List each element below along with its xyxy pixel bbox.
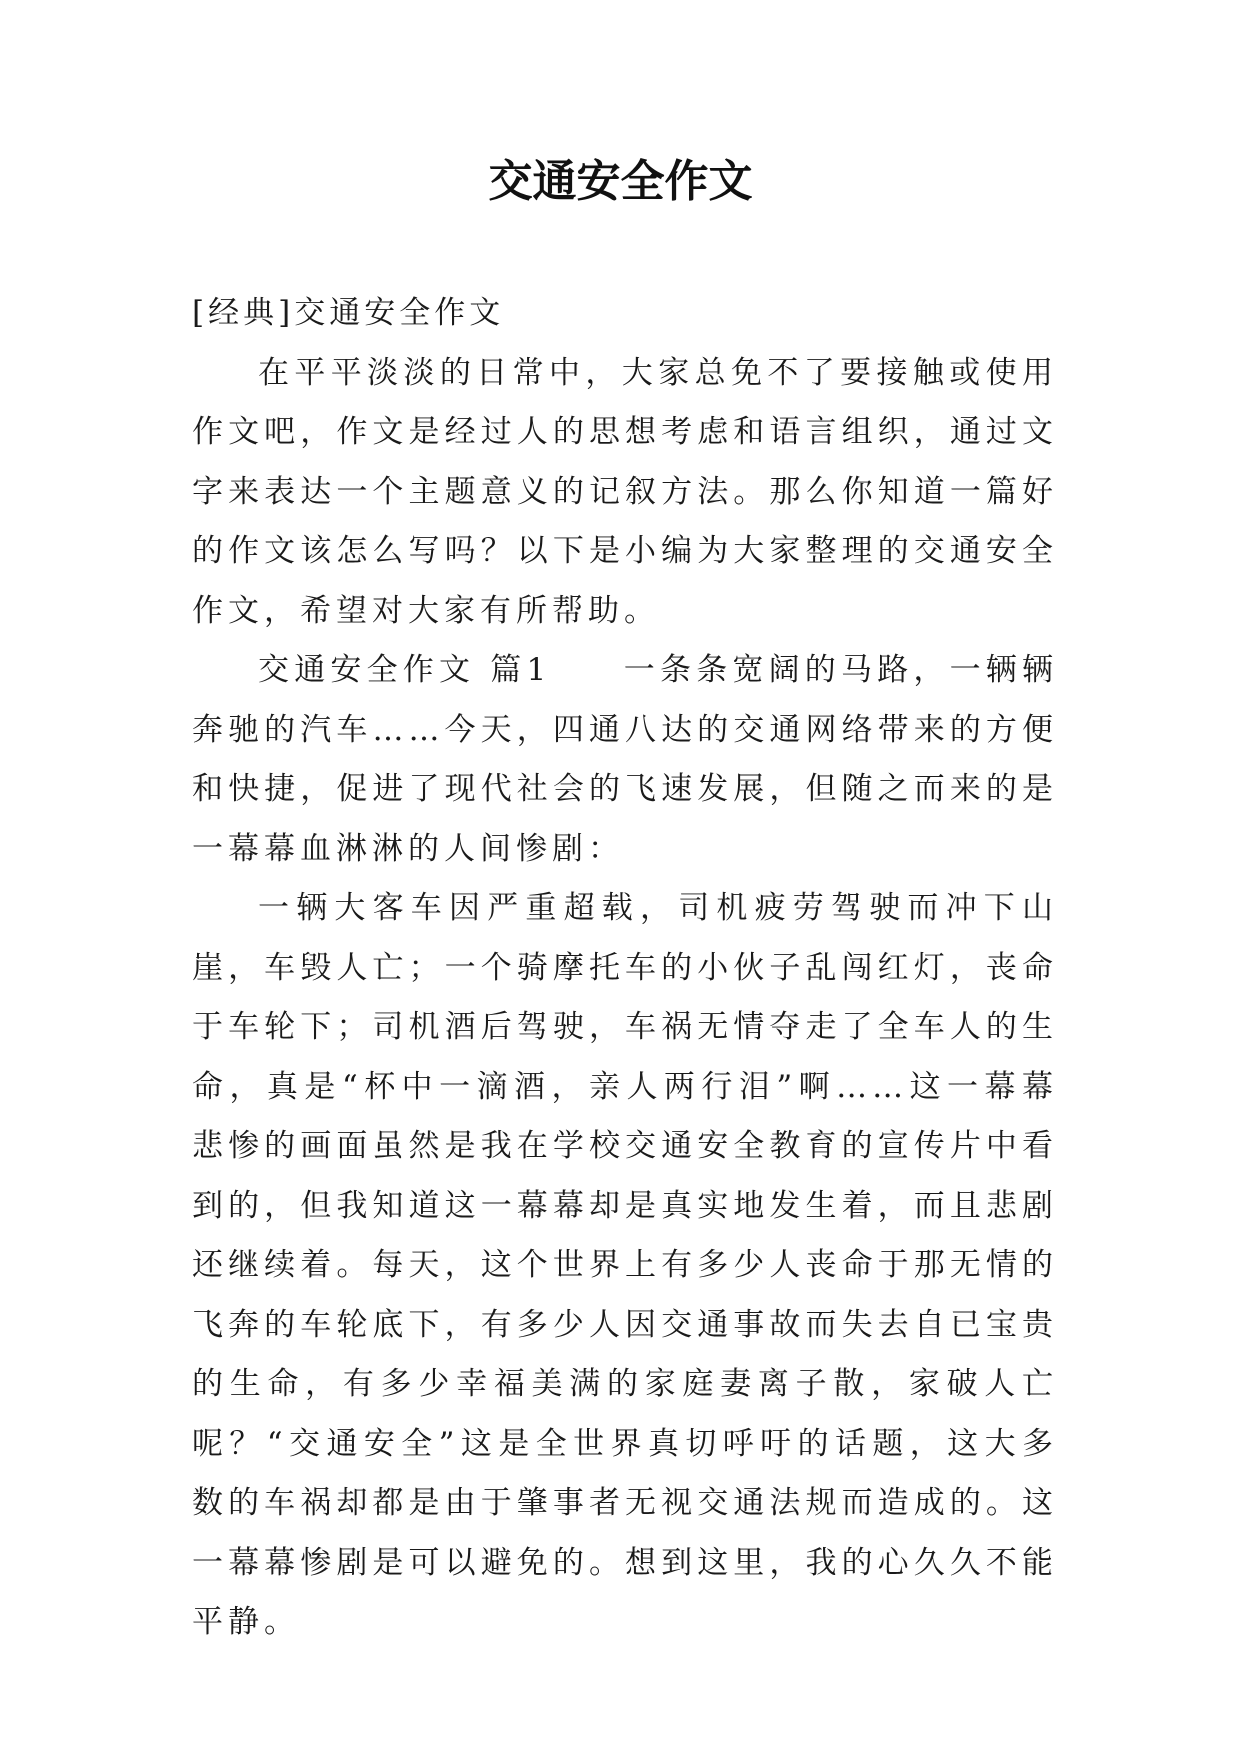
essay-1-paragraph-2: 一辆大客车因严重超载，司机疲劳驾驶而冲下山崖，车毁人亡；一个骑摩托车的小伙子乱闯红灯，丧命于车轮下；司机酒后驾驶，车祸无情夺走了全车人的生命，真是“杯中一滴酒，亲人两行泪”啊……这一幕幕悲惨的画面虽然是我在学校交通安全教育的宣传片中看到的，但我知道这一幕幕却是真实地发生着，而且悲剧还继续着。每天，这个世界上有多少人丧命于那无情的飞奔的车轮底下，有多少人因交通事故而失去自已宝贵的生命，有多少幸福美满的家庭妻离子散，家破人亡呢？“交通安全”这是全世界真切呼吁的话题，这大多数的车祸却都是由于肇事者无视交通法规而造成的。这一幕幕惨剧是可以避免的。想到这里，我的心久久不能平静。 <box>192 890 1058 1640</box>
intro-paragraph: 在平平淡淡的日常中，大家总免不了要接触或使用作文吧，作文是经过人的思想考虑和语言组织，通过文字来表达一个主题意义的记叙方法。那么你知道一篇好的作文该怎么写吗？以下是小编为大家整理的交通安全作文，希望对大家有所帮助。 <box>192 354 1058 629</box>
document-body <box>192 284 1058 1653</box>
document-subtitle: [经典]交通安全作文 <box>192 295 505 331</box>
document-title: 交通安全作文 <box>488 156 753 207</box>
essay-1-paragraph-1: 交通安全作文 篇1 一条条宽阔的马路，一辆辆奔驰的汽车……今天，四通八达的交通网络带来的方便和快捷，促进了现代社会的飞速发展，但随之而来的是一幕幕血淋淋的人间惨剧： <box>192 652 1058 867</box>
